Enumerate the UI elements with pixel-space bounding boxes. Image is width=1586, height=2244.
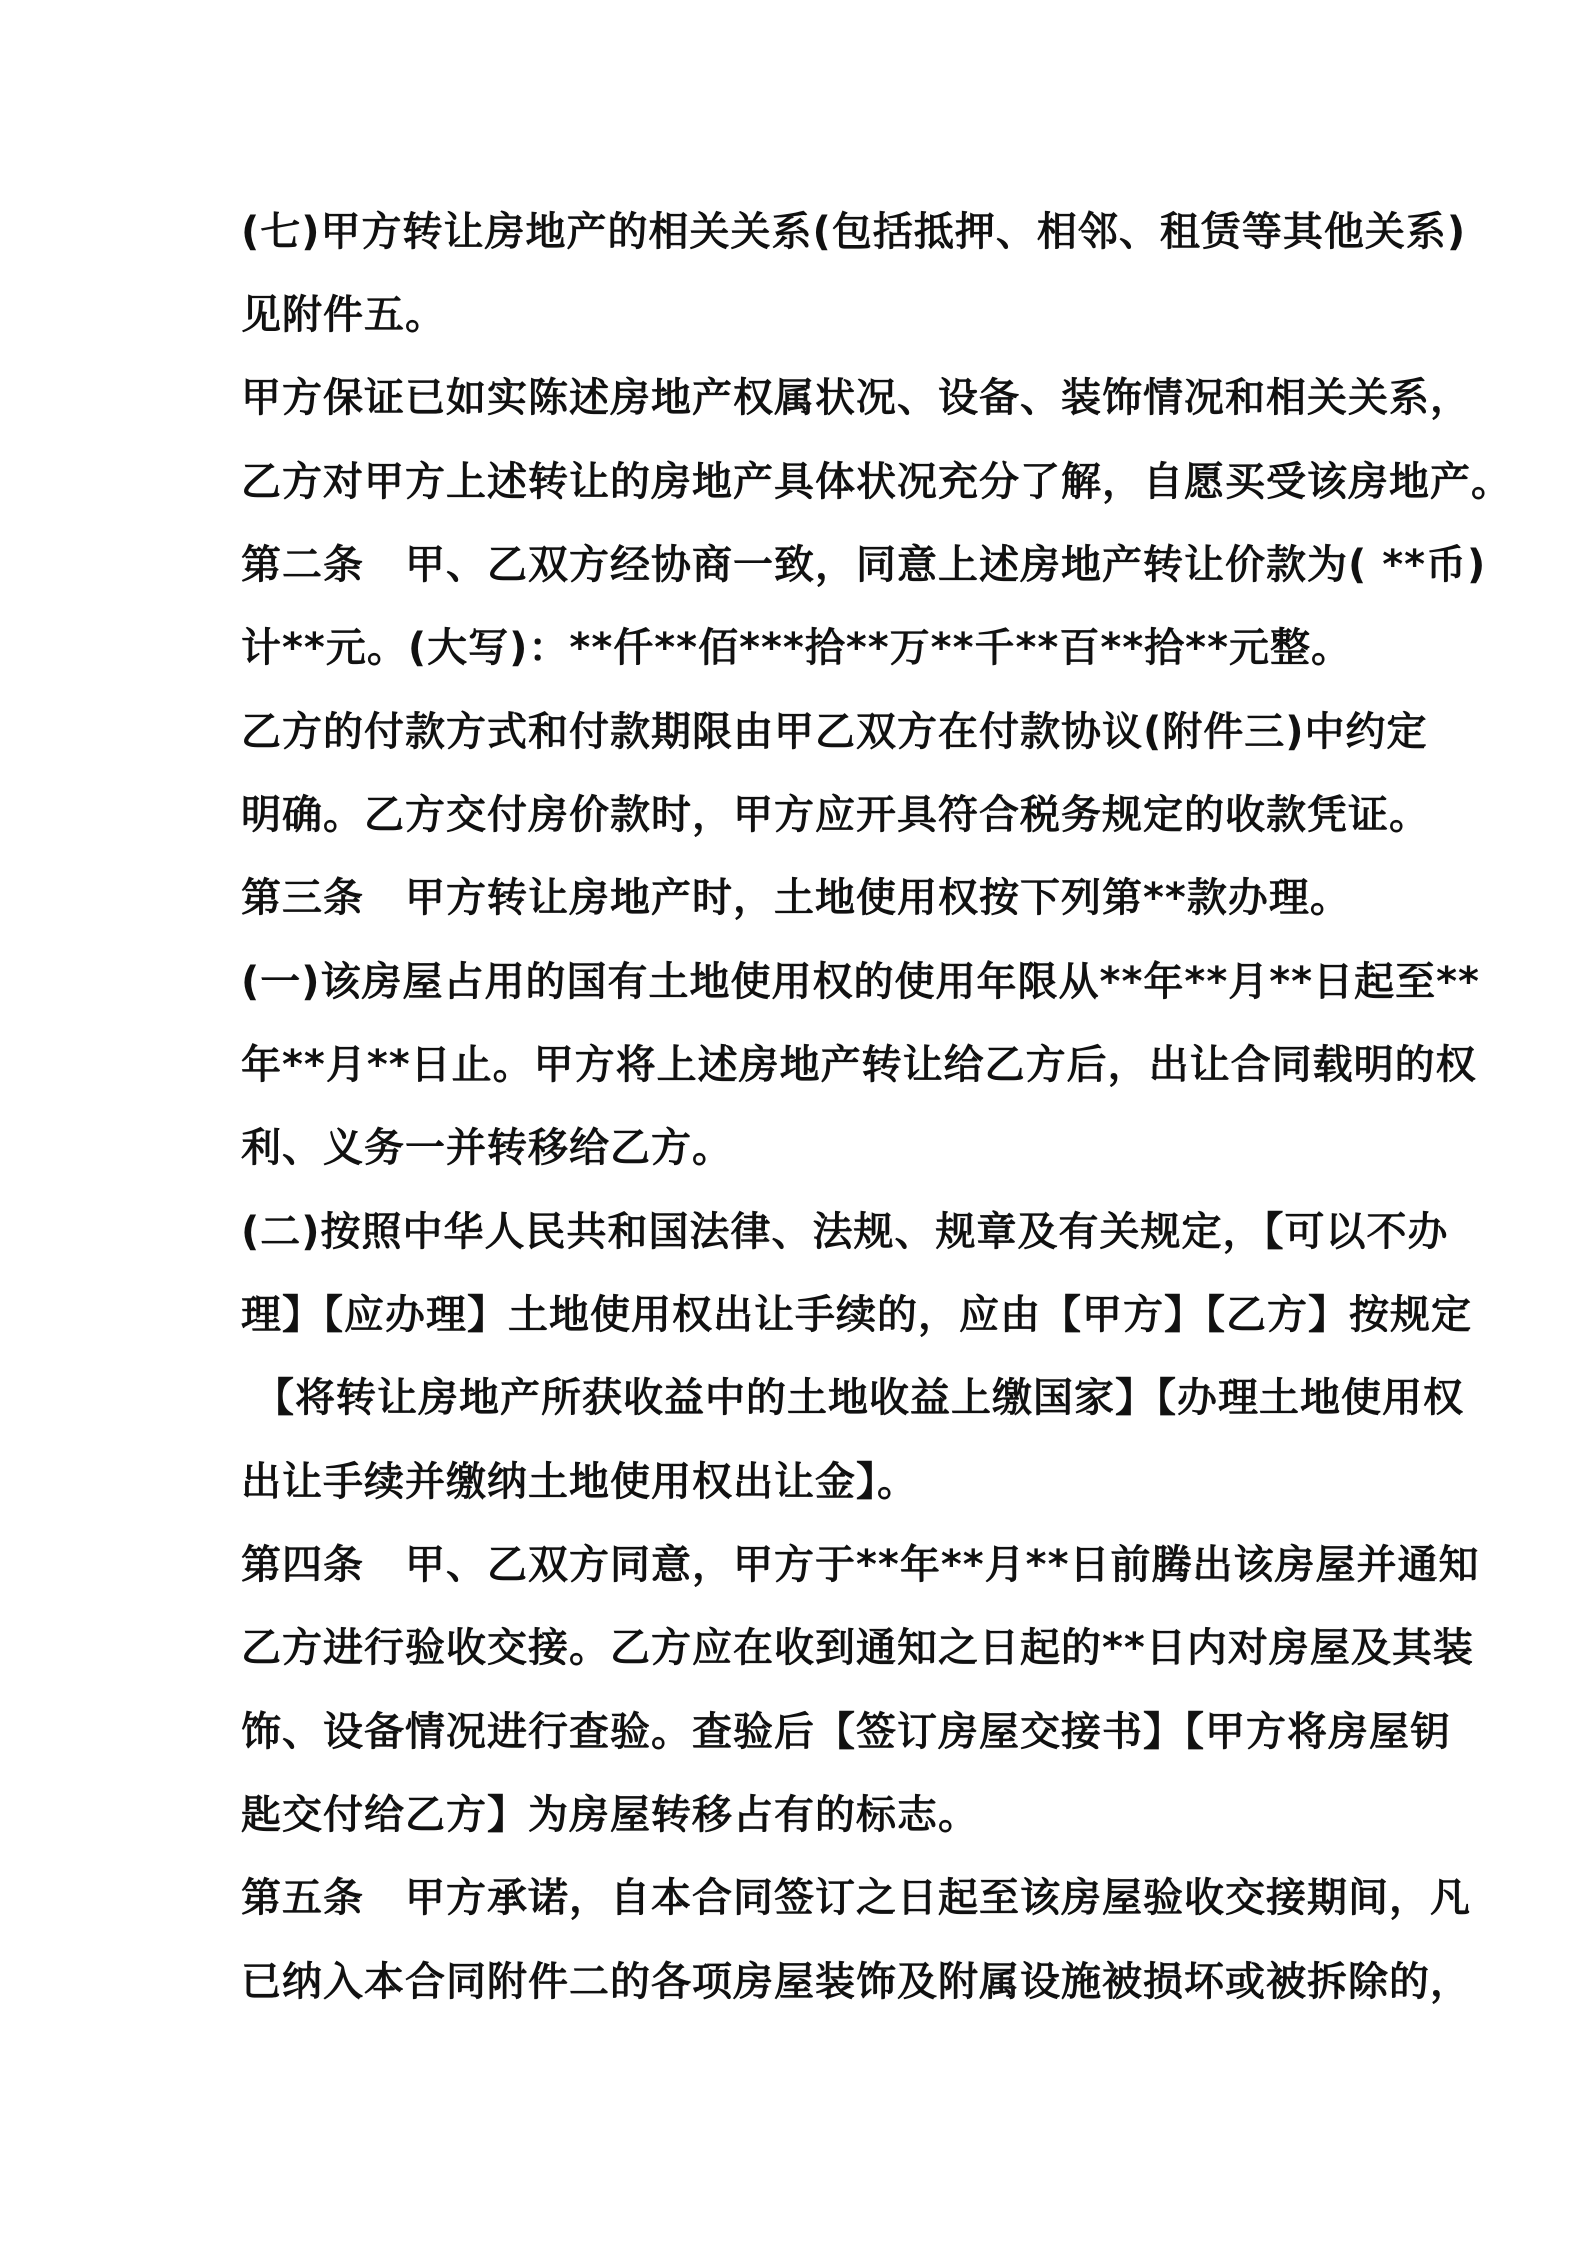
text-line: 计**元。(大写)：**仟**佰***拾**万**千**百**拾**元整。 [241,625,1353,671]
text-line: 乙方的付款方式和付款期限由甲乙双方在付款协议(附件三)中约定 [241,709,1428,755]
text-line: 年**月**日止。甲方将上述房地产转让给乙方后，出让合同载明的权 [241,1042,1477,1088]
text-line: 已纳入本合同附件二的各项房屋装饰及附属设施被损坏或被拆除的， [241,1959,1471,2005]
text-line: 利、义务一并转移给乙方。 [241,1125,733,1171]
text-line: 见附件五。 [241,292,446,338]
text-line: 第三条 甲方转让房地产时，土地使用权按下列第**款办理。 [241,875,1351,921]
text-line: 第四条 甲、乙双方同意，甲方于**年**月**日前腾出该房屋并通知 [241,1542,1480,1588]
text-line: (七)甲方转让房地产的相关关系(包括抵押、相邻、租赁等其他关系) [241,209,1467,255]
text-line: 明确。乙方交付房价款时，甲方应开具符合税务规定的收款凭证。 [241,792,1430,838]
text-line: 第二条 甲、乙双方经协商一致，同意上述房地产转让价款为( **币) [241,542,1487,588]
text-line: 出让手续并缴纳土地使用权出让金】。 [241,1459,918,1505]
text-line: 甲方保证已如实陈述房地产权属状况、设备、装饰情况和相关关系， [241,375,1471,421]
text-line: 匙交付给乙方】为房屋转移占有的标志。 [241,1792,979,1838]
text-line: 理】【应办理】土地使用权出让手续的，应由【甲方】【乙方】按规定 [241,1292,1472,1338]
text-line: 饰、设备情况进行查验。查验后【签订房屋交接书】【甲方将房屋钥 [241,1709,1451,1755]
text-line: (一)该房屋占用的国有土地使用权的使用年限从**年**月**日起至** [241,959,1480,1005]
text-line: 乙方进行验收交接。乙方应在收到通知之日起的**日内对房屋及其装 [241,1625,1474,1671]
text-line: 第五条 甲方承诺，自本合同签订之日起至该房屋验收交接期间，凡 [241,1875,1471,1921]
text-line: (二)按照中华人民共和国法律、法规、规章及有关规定，【可以不办 [241,1209,1449,1255]
text-line: 【将转让房地产所获收益中的土地收益上缴国家】【办理土地使用权 [254,1375,1464,1421]
text-line: 乙方对甲方上述转让的房地产具体状况充分了解，自愿买受该房地产。 [241,459,1512,505]
